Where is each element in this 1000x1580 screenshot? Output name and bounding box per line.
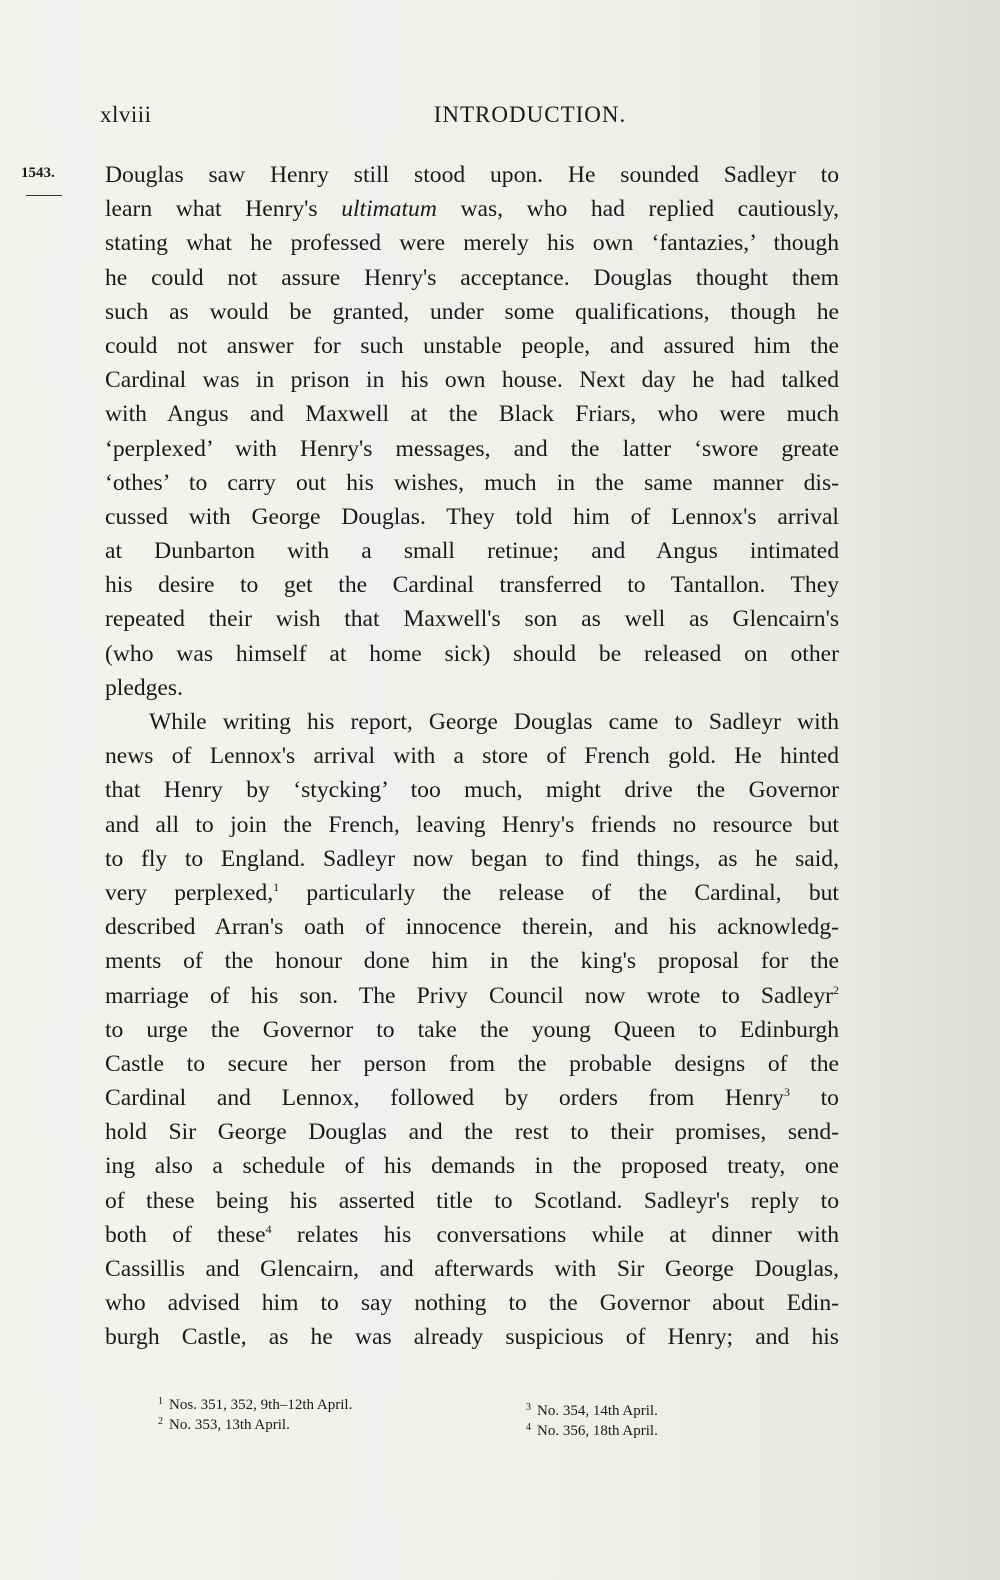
text-line: Douglas saw Henry still stood upon. He sounded Sadleyr to xyxy=(105,162,839,188)
text-line: to fly to England. Sadleyr now began to find things, as he said, xyxy=(105,845,839,872)
text-line xyxy=(105,192,839,226)
text-segment: learn what Henry's xyxy=(105,196,342,223)
footnote xyxy=(158,1396,352,1414)
footnote-ref[interactable]: 2 xyxy=(833,982,839,997)
text-line: to urge the Governor to take the young Queen to Edinburgh xyxy=(105,1016,839,1043)
text-line: hold Sir George Douglas and the rest to their promises, send- xyxy=(105,1119,839,1146)
text-line: who advised him to say nothing to the Governor about Edin- xyxy=(105,1290,839,1317)
footnote-ref[interactable]: 4 xyxy=(265,1221,272,1236)
margin-year-note: 1543. xyxy=(21,165,55,181)
text-line: he could not assure Henry's acceptance. Douglas thought them xyxy=(105,264,839,291)
text-line: Cardinal was in prison in his own house. Next day he had talked xyxy=(105,367,839,394)
footnote-mark: 3 xyxy=(526,1402,531,1413)
text-line: news of Lennox's arrival with a store of French gold. He hinted xyxy=(105,743,839,770)
text-segment: to xyxy=(789,1085,839,1112)
text-line: of these being his asserted title to Scotland. Sadleyr's reply to xyxy=(105,1187,839,1214)
footnote-text: No. 354, 14th April. xyxy=(537,1403,658,1419)
footnote-text: No. 353, 13th April. xyxy=(169,1417,290,1433)
text-segment: marriage of his son. The Privy Council now wrote to Sadleyr xyxy=(105,982,833,1009)
text-line xyxy=(105,1218,839,1252)
footnote-text: No. 356, 18th April. xyxy=(537,1423,658,1439)
text-line: with Angus and Maxwell at the Black Friars, who were much xyxy=(105,401,839,428)
footnote-text: Nos. 351, 352, 9th–12th April. xyxy=(169,1397,353,1413)
margin-rule xyxy=(26,195,62,196)
text-segment: very perplexed, xyxy=(105,879,274,906)
text-line: Cassillis and Glencairn, and afterwards with Sir George Douglas, xyxy=(105,1256,839,1282)
footnote xyxy=(526,1402,658,1420)
footnote-mark: 4 xyxy=(526,1422,531,1433)
text-line: cussed with George Douglas. They told him of Lennox's arrival xyxy=(105,503,839,530)
body-text xyxy=(105,158,839,1355)
text-line: ments of the honour done him in the king's proposal for the xyxy=(105,948,839,975)
text-line: While writing his report, George Douglas came to Sadleyr with xyxy=(149,709,839,735)
running-head xyxy=(100,102,840,134)
text-line: could not answer for such unstable people, and assured him the xyxy=(105,332,839,359)
text-line: pledges. xyxy=(105,674,183,701)
text-line xyxy=(105,979,839,1013)
footnote-mark: 2 xyxy=(158,1416,163,1427)
text-line: repeated their wish that Maxwell's son as well as Glencairn's xyxy=(105,606,839,633)
footnote xyxy=(158,1416,290,1434)
text-line xyxy=(105,1081,839,1115)
page-number: xlviii xyxy=(100,102,152,127)
text-segment: was, who had replied cautiously, xyxy=(436,196,839,223)
page-title: INTRODUCTION. xyxy=(433,102,627,127)
text-line: ‘othes’ to carry out his wishes, much in the same manner dis- xyxy=(105,469,839,496)
footnote-ref[interactable]: 1 xyxy=(273,879,280,894)
text-line: at Dunbarton with a small retinue; and Angus intimated xyxy=(105,538,839,565)
text-segment: Cardinal and Lennox, followed by orders from Henry xyxy=(105,1085,784,1112)
text-segment: particularly the release of the Cardinal, but xyxy=(279,879,839,906)
text-line: his desire to get the Cardinal transferred to Tantallon. They xyxy=(105,572,839,599)
text-segment: both of these xyxy=(105,1221,266,1248)
text-line: (who was himself at home sick) should be released on other xyxy=(105,640,839,667)
text-line: burgh Castle, as he was already suspicious of Henry; and his xyxy=(105,1324,839,1351)
text-line: ‘perplexed’ with Henry's messages, and the latter ‘swore greate xyxy=(105,435,839,462)
italic-word: ultimatum xyxy=(341,196,437,223)
text-line: such as would be granted, under some qualifications, though he xyxy=(105,298,839,325)
footnote-ref[interactable]: 3 xyxy=(783,1085,790,1100)
text-line: that Henry by ‘stycking’ too much, might drive the Governor xyxy=(105,777,839,804)
text-line: described Arran's oath of innocence therein, and his acknowledg- xyxy=(105,914,839,941)
text-segment: relates his conversations while at dinner with xyxy=(271,1221,839,1248)
text-line: stating what he professed were merely his own ‘fantazies,’ though xyxy=(105,230,839,257)
text-line: Castle to secure her person from the probable designs of the xyxy=(105,1050,839,1077)
text-line: ing also a schedule of his demands in the proposed treaty, one xyxy=(105,1153,839,1180)
footnote xyxy=(526,1422,658,1440)
text-line xyxy=(105,876,839,910)
footnote-mark: 1 xyxy=(158,1396,163,1407)
text-line: and all to join the French, leaving Henry's friends no resource but xyxy=(105,811,839,838)
